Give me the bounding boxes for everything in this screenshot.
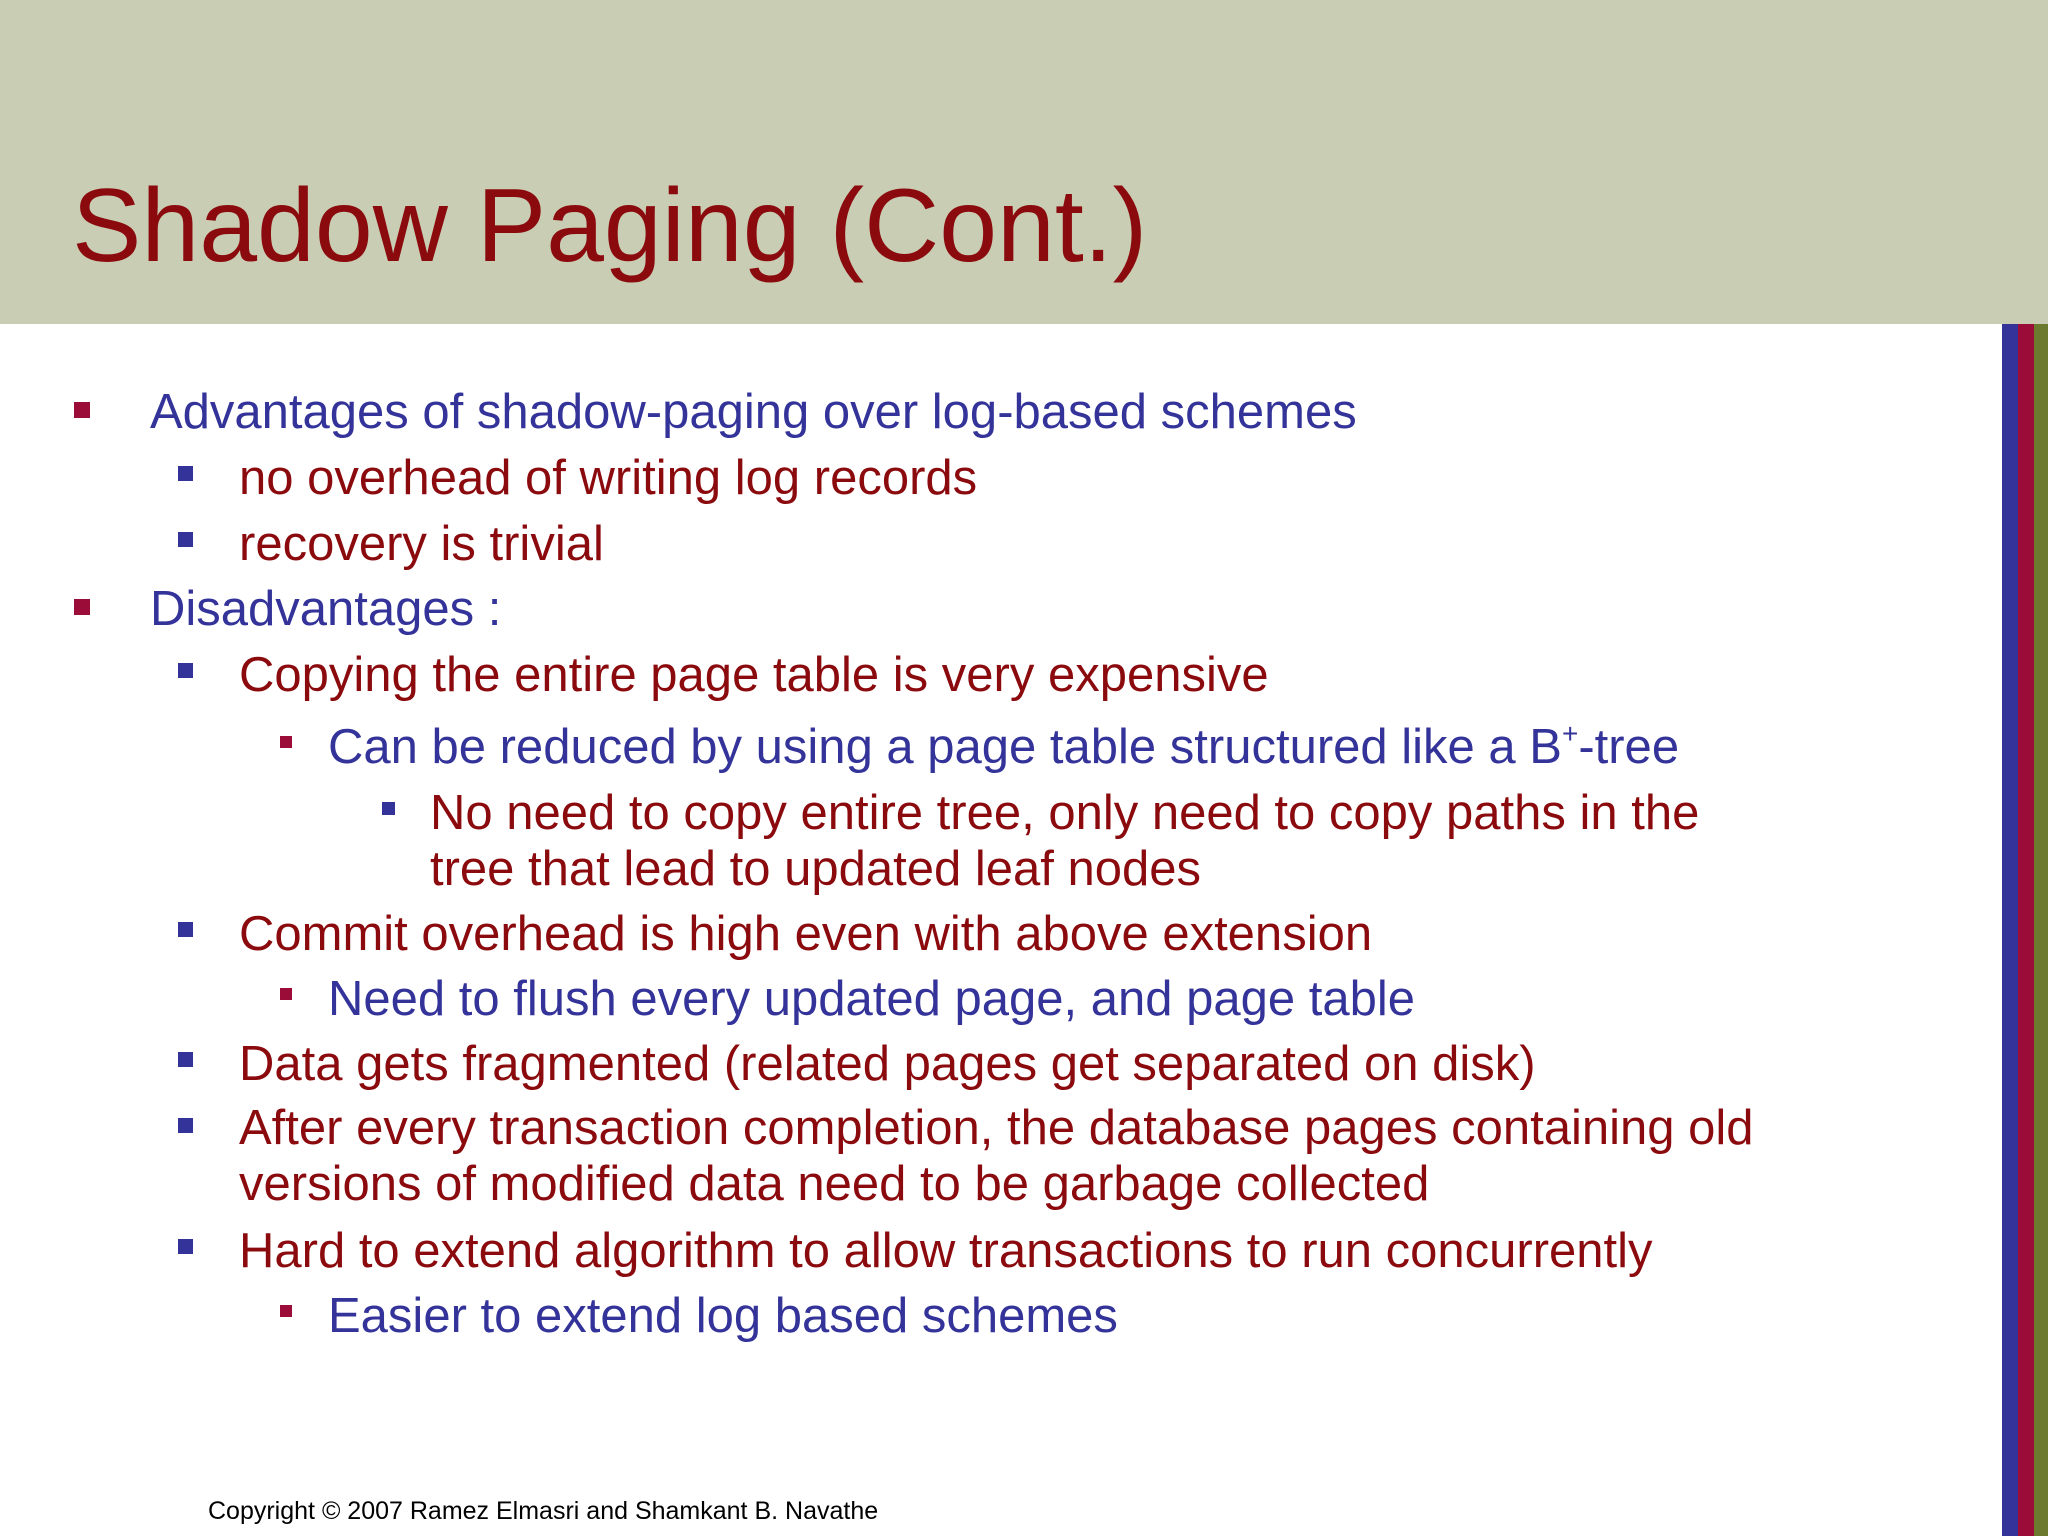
bullet-text-part: Can be reduced by using a page table structured like a B (328, 720, 1562, 774)
square-bullet-icon (178, 922, 193, 937)
bullet-text: Copying the entire page table is very expensive (239, 648, 1269, 702)
bullet-text (430, 785, 1699, 897)
superscript-plus: + (1561, 718, 1579, 749)
square-bullet-icon (74, 599, 90, 615)
bullet-line: No need to copy entire tree, only need to copy paths in the (430, 786, 1700, 840)
bullet-text: Hard to extend algorithm to allow transactions to run concurrently (239, 1224, 1653, 1278)
bullet-text (328, 717, 1679, 777)
bullet-text-part: -tree (1578, 720, 1680, 774)
square-bullet-icon (178, 1052, 193, 1067)
bullet-text (239, 1100, 1754, 1212)
copyright-footer: Copyright © 2007 Ramez Elmasri and Shamkant B. Navathe (208, 1497, 879, 1525)
square-bullet-icon (178, 1239, 193, 1254)
side-stripes (2002, 324, 2048, 1536)
bullet-text: Easier to extend log based schemes (328, 1289, 1118, 1343)
bullet-text: Need to flush every updated page, and page table (328, 972, 1415, 1026)
stripe-green (2034, 324, 2048, 1536)
square-bullet-icon (178, 532, 193, 547)
stripe-blue (2002, 324, 2018, 1536)
square-bullet-icon (280, 1305, 292, 1317)
stripe-red (2018, 324, 2034, 1536)
slide-title: Shadow Paging (Cont.) (72, 168, 1148, 284)
bullet-text: Commit overhead is high even with above extension (239, 907, 1373, 961)
square-bullet-icon (178, 1118, 193, 1133)
bullet-text: Data gets fragmented (related pages get separated on disk) (239, 1037, 1536, 1091)
bullet-text: Disadvantages : (150, 582, 502, 636)
square-bullet-icon (280, 736, 292, 748)
square-bullet-icon (280, 988, 292, 1000)
bullet-text: recovery is trivial (239, 517, 604, 571)
bullet-text: no overhead of writing log records (239, 451, 978, 505)
bullet-line: versions of modified data need to be garbage collected (239, 1157, 1430, 1211)
square-bullet-icon (382, 802, 395, 815)
bullet-text: Advantages of shadow-paging over log-based schemes (150, 385, 1357, 439)
bullet-line: After every transaction completion, the database pages containing old (239, 1101, 1754, 1155)
square-bullet-icon (74, 402, 90, 418)
bullet-line: tree that lead to updated leaf nodes (430, 842, 1201, 896)
square-bullet-icon (178, 663, 193, 678)
square-bullet-icon (178, 466, 193, 481)
